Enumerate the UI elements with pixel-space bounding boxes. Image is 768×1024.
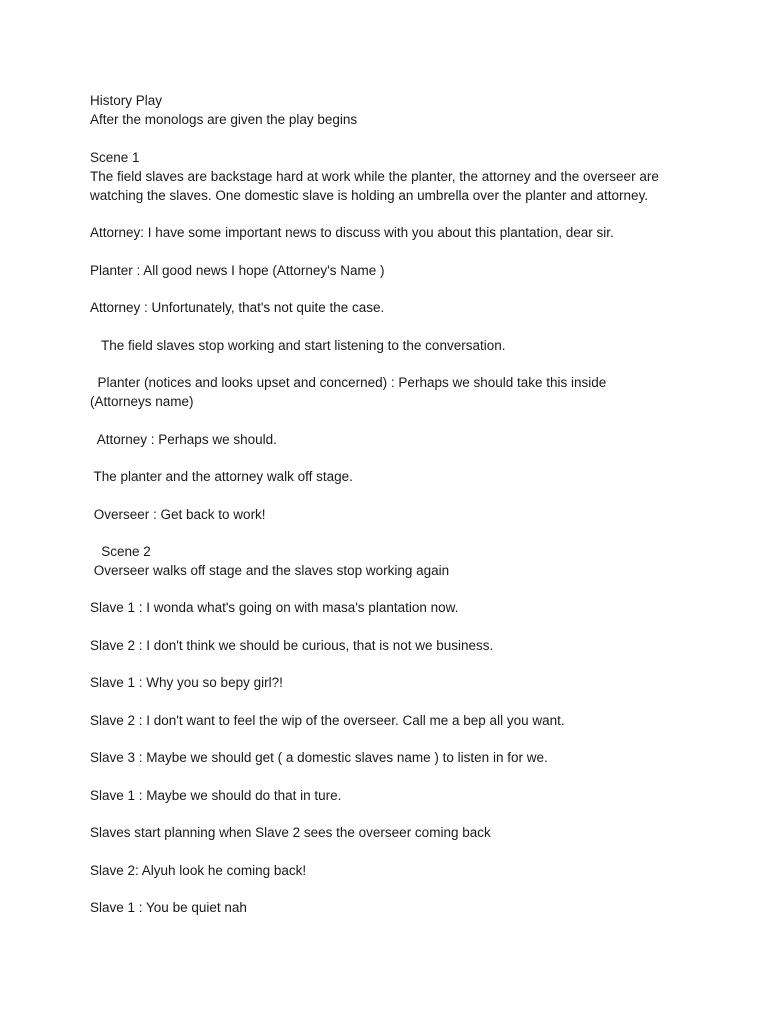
dialogue-line: Planter : All good news I hope (Attorney's Name ) (90, 263, 385, 278)
dialogue-line: Slave 2: Alyuh look he coming back! (90, 863, 307, 878)
dialogue-line: Attorney : Unfortunately, that's not quite the case. (90, 300, 385, 315)
dialogue-line: Planter (notices and looks upset and concerned) : Perhaps we should take this inside (90, 375, 607, 390)
dialogue-line: Slave 1 : Why you so bepy girl?! (90, 675, 283, 690)
scene-2-heading: Scene 2 (90, 544, 151, 559)
stage-direction: Overseer walks off stage and the slaves stop working again (90, 563, 450, 578)
dialogue-line: Overseer : Get back to work! (90, 507, 266, 522)
document-title: History Play (90, 93, 163, 108)
dialogue-line: Slave 2 : I don't want to feel the wip of the overseer. Call me a bep all you want. (90, 713, 565, 728)
dialogue-line: Attorney: I have some important news to discuss with you about this plantation, dear sir. (90, 225, 614, 240)
dialogue-line: Slave 3 : Maybe we should get ( a domestic slaves name ) to listen in for we. (90, 750, 548, 765)
stage-direction: The field slaves stop working and start listening to the conversation. (90, 338, 506, 353)
scene-1-heading: Scene 1 (90, 150, 140, 165)
dialogue-line: Attorney : Perhaps we should. (90, 432, 277, 447)
scene-1-description-line-2: watching the slaves. One domestic slave is holding an umbrella over the planter and attorney. (90, 188, 649, 203)
dialogue-line: Slave 2 : I don't think we should be curious, that is not we business. (90, 638, 494, 653)
dialogue-line: Slave 1 : Maybe we should do that in ture. (90, 788, 342, 803)
scene-1-description-line-1: The field slaves are backstage hard at work while the planter, the attorney and the overseer are (90, 169, 659, 184)
dialogue-line: Slave 1 : You be quiet nah (90, 900, 247, 915)
stage-direction: The planter and the attorney walk off stage. (90, 469, 353, 484)
intro-line: After the monologs are given the play begins (90, 112, 358, 127)
stage-direction: Slaves start planning when Slave 2 sees the overseer coming back (90, 825, 491, 840)
dialogue-line: Slave 1 : I wonda what's going on with masa's plantation now. (90, 600, 459, 615)
dialogue-line-continued: (Attorneys name) (90, 394, 194, 409)
